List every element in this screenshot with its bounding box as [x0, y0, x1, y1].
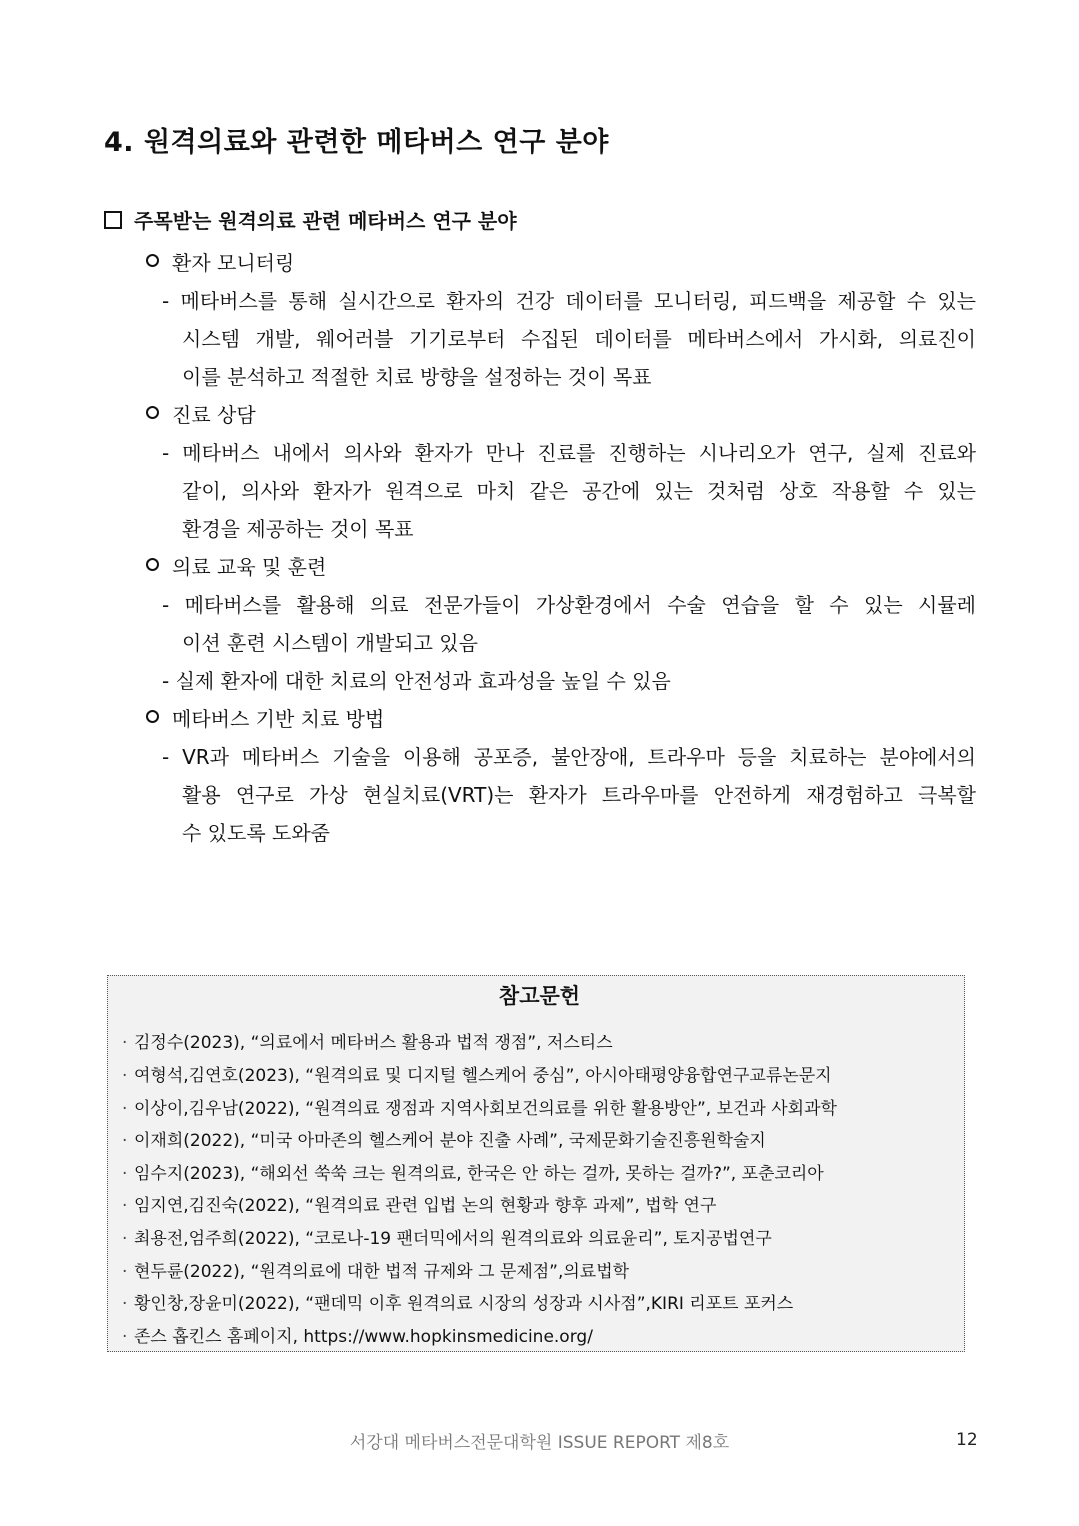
checkbox-square-icon — [104, 211, 122, 229]
circle-bullet-icon — [146, 406, 159, 419]
page-footer: 서강대 메타버스전문대학원 ISSUE REPORT 제8호 — [349, 1433, 730, 1453]
section-item — [146, 703, 384, 732]
body-line: 이션 훈련 시스템이 개발되고 있음 — [182, 631, 478, 655]
circle-bullet-icon — [146, 710, 159, 723]
section-title: 진료 상담 — [172, 403, 256, 427]
section-title: 환자 모니터링 — [172, 251, 295, 275]
reference-bullet: · — [122, 1327, 128, 1347]
reference-bullet: · — [122, 1131, 128, 1151]
reference-bullet: · — [122, 1196, 128, 1216]
reference-text: 황인창,장윤미(2022), “팬데믹 이후 원격의료 시장의 성장과 시사점”,KIRI 리포트 포커스 — [134, 1294, 794, 1314]
body-line: 환경을 제공하는 것이 목표 — [182, 517, 414, 541]
page-number: 12 — [956, 1430, 978, 1450]
reference-bullet: · — [122, 1229, 128, 1249]
body-line: - 실제 환자에 대한 치료의 안전성과 효과성을 높일 수 있음 — [162, 669, 671, 693]
section-heading: 4. 원격의료와 관련한 메타버스 연구 분야 — [104, 127, 609, 158]
references-title: 참고문헌 — [498, 984, 581, 1008]
reference-text: 임수지(2023), “해외선 쑥쑥 크는 원격의료, 한국은 안 하는 걸까, 못하는 걸까?”, 포춘코리아 — [134, 1164, 824, 1184]
reference-item — [122, 1191, 716, 1216]
body-line: 수 있도록 도와줌 — [182, 821, 330, 845]
reference-item — [122, 1322, 593, 1347]
reference-text: 임지연,김진숙(2022), “원격의료 관련 입법 논의 현황과 향후 과제”, 법학 연구 — [134, 1196, 717, 1216]
reference-bullet: · — [122, 1262, 128, 1282]
section-title: 메타버스 기반 치료 방법 — [172, 707, 385, 731]
reference-item — [122, 1159, 824, 1184]
subheading-text: 주목받는 원격의료 관련 메타버스 연구 분야 — [134, 209, 517, 233]
body-line: - 메타버스 내에서 의사와 환자가 만나 진료를 진행하는 시나리오가 연구, 실제 진료와 — [162, 441, 976, 465]
reference-bullet: · — [122, 1099, 128, 1119]
reference-bullet: · — [122, 1294, 128, 1314]
reference-text: 이상이,김우남(2022), “원격의료 쟁점과 지역사회보건의료를 위한 활용방안”, 보건과 사회과학 — [134, 1099, 837, 1119]
section-item — [146, 399, 256, 428]
body-line: 이를 분석하고 적절한 치료 방향을 설정하는 것이 목표 — [182, 365, 652, 389]
body-line: - 메타버스를 통해 실시간으로 환자의 건강 데이터를 모니터링, 피드백을 제공할 수 있는 — [162, 289, 976, 313]
body-line: 활용 연구로 가상 현실치료(VRT)는 환자가 트라우마를 안전하게 재경험하고 극복할 — [182, 783, 976, 807]
section-item — [146, 247, 294, 276]
reference-text: 현두륜(2022), “원격의료에 대한 법적 규제와 그 문제점”,의료법학 — [134, 1262, 630, 1282]
body-line: 시스템 개발, 웨어러블 기기로부터 수집된 데이터를 메타버스에서 가시화, 의료진이 — [182, 327, 976, 351]
reference-item — [122, 1289, 793, 1314]
reference-bullet: · — [122, 1066, 128, 1086]
reference-text: 여형석,김연호(2023), “원격의료 및 디지털 헬스케어 중심”, 아시아태평양융합연구교류논문지 — [134, 1066, 832, 1086]
reference-item — [122, 1126, 766, 1151]
reference-item — [122, 1224, 772, 1249]
reference-item — [122, 1061, 832, 1086]
reference-text: 김정수(2023), “의료에서 메타버스 활용과 법적 쟁점”, 저스티스 — [134, 1033, 613, 1053]
body-line: - 메타버스를 활용해 의료 전문가들이 가상환경에서 수술 연습을 할 수 있는 시뮬레 — [162, 593, 976, 617]
reference-item — [122, 1257, 629, 1282]
circle-bullet-icon — [146, 558, 159, 571]
reference-bullet: · — [122, 1164, 128, 1184]
reference-text: 존스 홉킨스 홈페이지, https://www.hopkinsmedicine.org/ — [134, 1327, 593, 1347]
section-title: 의료 교육 및 훈련 — [172, 555, 327, 579]
reference-item — [122, 1028, 613, 1053]
reference-item — [122, 1094, 837, 1119]
section-item — [146, 551, 326, 580]
body-line: - VR과 메타버스 기술을 이용해 공포증, 불안장애, 트라우마 등을 치료하는 분야에서의 — [162, 745, 976, 769]
reference-text: 최용전,엄주희(2022), “코로나-19 팬더믹에서의 원격의료와 의료윤리”, 토지공법연구 — [134, 1229, 772, 1249]
body-line: 같이, 의사와 환자가 원격으로 마치 같은 공간에 있는 것처럼 상호 작용할 수 있는 — [182, 479, 976, 503]
circle-bullet-icon — [146, 254, 159, 267]
subheading — [104, 205, 517, 234]
reference-text: 이재희(2022), “미국 아마존의 헬스케어 분야 진출 사례”, 국제문화기술진흥원학술지 — [134, 1131, 766, 1151]
reference-bullet: · — [122, 1033, 128, 1053]
